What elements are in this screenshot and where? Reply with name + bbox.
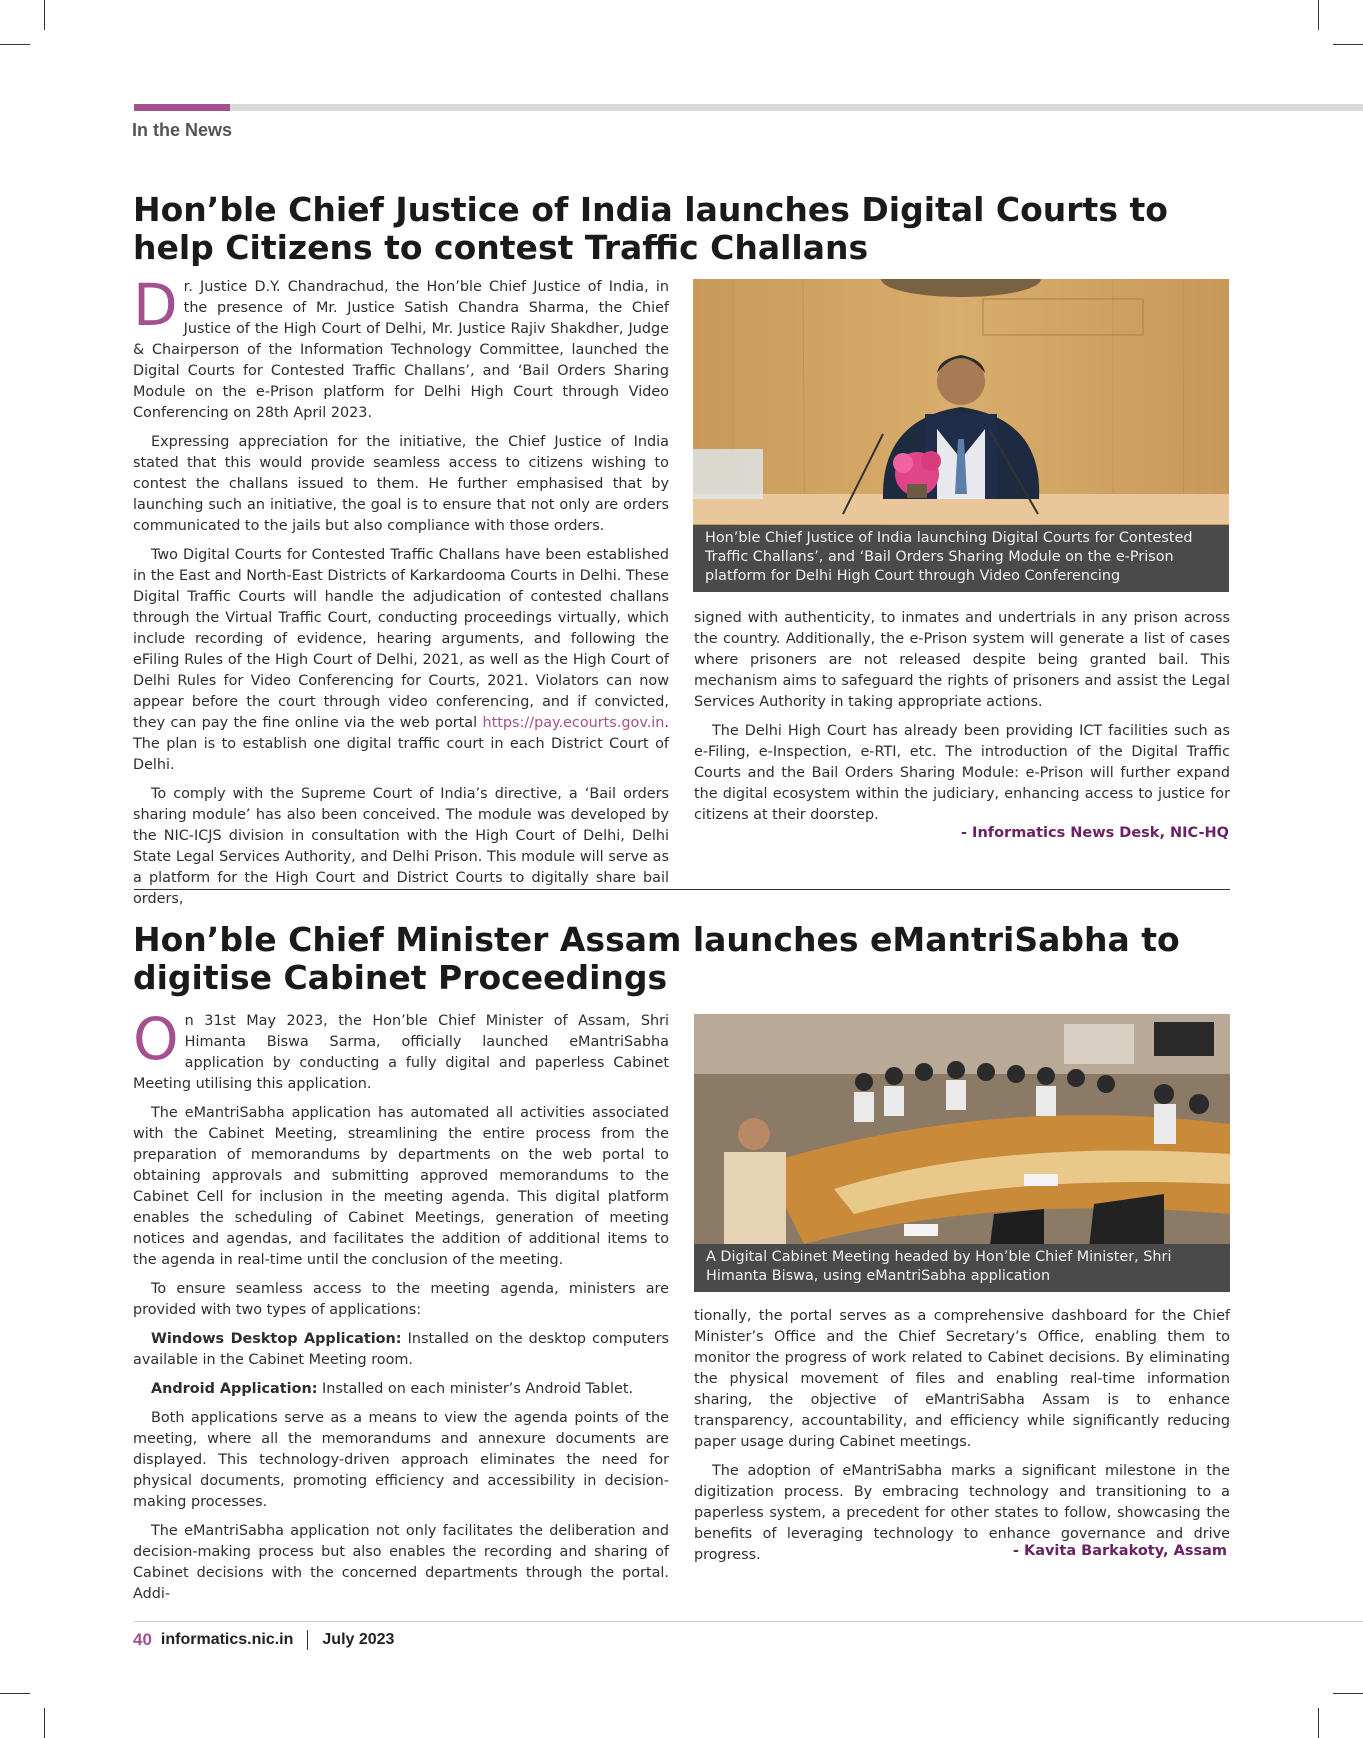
article-1-paragraph: Dr. Justice D.Y. Chandrachud, the Hon’ble Chief Justice of India, in the presence of Mr. Justice Satish Chandra Sharma, the Chief Justice of the High Court of Delhi, Mr. Justice Rajiv Shakdher, Judge & Chairperson of the Information Technology Committee, launched the Digital Courts for Contested Traffic Challans’, and ‘Bail Orders Sharing Module on the e-Prison platform for Delhi High Court through Video Conferencing on 28th April 2023.	[133, 271, 669, 421]
ecourts-link[interactable]: https://pay.ecourts.gov.in	[482, 715, 665, 731]
article-2-byline: - Kavita Barkakoty, Assam	[1012, 1543, 1227, 1559]
article-2-paragraph: On 31st May 2023, the Hon’ble Chief Minister of Assam, Shri Himanta Biswa Sarma, officially launched eMantriSabha application by conducting a fully digital and paperless Cabinet Meeting utilising this application.	[133, 1005, 669, 1092]
crop-mark	[44, 0, 45, 30]
article-1-left-column	[133, 271, 669, 918]
crop-mark	[0, 44, 30, 45]
footer-separator	[307, 1630, 308, 1650]
page-number: 40	[133, 1630, 152, 1649]
article-2-photo-caption: A Digital Cabinet Meeting headed by Hon’ble Chief Minister, Shri Himanta Biswa, using eMantriSabha application	[694, 1244, 1230, 1292]
article-2-paragraph: The eMantriSabha application has automated all activities associated with the Cabinet Meeting, streamlining the entire process from the preparation of memorandums by departments on the web portal to obtaining approvals and submitting approved memorandums to the Cabinet Cell for inclusion in the meeting agenda. This digital platform enables the scheduling of Cabinet Meetings, generation of meeting notices and agendas, and facilitates the addition of additional items to the agenda in real-time until the conclusion of the meeting.	[133, 1105, 669, 1268]
article-2-title: Hon’ble Chief Minister Assam launches eMantriSabha to digitise Cabinet Proceedings	[133, 920, 1180, 997]
article-1-right-column	[694, 608, 1230, 834]
footer-date: July 2023	[322, 1631, 395, 1648]
crop-mark	[44, 1708, 45, 1738]
article-1-paragraph: To comply with the Supreme Court of India’s directive, a ‘Bail orders sharing module’ has also been conceived. The module was developed by the NIC-ICJS division in consultation with the High Court of Delhi, Delhi State Legal Services Authority, and Delhi Prison. This module will serve as a platform for the High Court and District Courts to digitally share bail orders,	[133, 786, 669, 907]
crop-mark	[1318, 1708, 1319, 1738]
article-1-photo-caption: Hon’ble Chief Justice of India launching Digital Courts for Contested Traffic Challans’, and ‘Bail Orders Sharing Module on the e-Prison platform for Delhi High Court through Video Conferencing	[693, 525, 1229, 592]
article-2-right-column	[694, 1306, 1230, 1574]
crop-mark	[0, 1693, 30, 1694]
article-2-paragraph: Both applications serve as a means to view the agenda points of the meeting, where all the memorandums and annexure documents are displayed. This technology-driven approach eliminates the need for physical documents, promoting efficiency and accessibility in decision-making processes.	[133, 1410, 669, 1510]
article-1-byline: - Informatics News Desk, NIC-HQ	[960, 825, 1229, 841]
article-2-paragraph: To ensure seamless access to the meeting agenda, ministers are provided with two types of applications:	[133, 1281, 669, 1318]
crop-mark	[1333, 1693, 1363, 1694]
article-1-paragraph: The Delhi High Court has already been providing ICT facilities such as e-Filing, e-Inspection, e-RTI, etc. The introduction of the Digital Traffic Courts and the Bail Orders Sharing Module: e-Prison will further expand the digital ecosystem within the judiciary, enhancing access to justice for citizens at their doorstep.	[694, 723, 1230, 823]
article-1-photo	[693, 279, 1229, 592]
article-2-left-column	[133, 1005, 669, 1613]
article-2-paragraph: tionally, the portal serves as a comprehensive dashboard for the Chief Minister’s Office and the Chief Secretary’s Office, enabling them to monitor the progress of work related to Cabinet decisions. By eliminating the physical movement of files and enabling real-time information sharing, the objective of eMantriSabha Assam is to enhance transparency, accountability, and efficiency while significantly reducing paper usage during Cabinet meetings.	[694, 1308, 1230, 1450]
article-divider	[134, 889, 1230, 890]
page-footer	[133, 1630, 394, 1650]
article-2-paragraph: The adoption of eMantriSabha marks a significant milestone in the digitization process. By embracing technology and transitioning to a paperless system, a precedent for other states to follow, showcasing the benefits of leveraging technology to enhance governance and drive progress.	[694, 1463, 1230, 1563]
article-1-title: Hon’ble Chief Justice of India launches Digital Courts to help Citizens to contest Traffic Challans	[133, 190, 1168, 267]
section-label: In the News	[132, 120, 233, 140]
header-rule	[134, 104, 1363, 111]
header-accent-bar	[134, 104, 230, 111]
article-2-paragraph: The eMantriSabha application not only facilitates the deliberation and decision-making process but also enables the recording and sharing of Cabinet decisions with the concerned departments through the portal. Addi-	[133, 1523, 669, 1602]
article-2-paragraph: Android Application: Installed on each minister’s Android Tablet.	[151, 1381, 634, 1397]
article-1-paragraph: Two Digital Courts for Contested Traffic Challans have been established in the East and North-East Districts of Karkardooma Courts in Delhi. These Digital Traffic Courts will handle the adjudication of contested challans through the Virtual Traffic Court, conducting proceedings virtually, which include recording of evidence, hearing arguments, and following the eFiling Rules of the High Court of Delhi, 2021, as well as the High Court of Delhi Rules for Video Conferencing for Courts, 2021. Violators can now appear before the court through video conferencing, and if convicted, they can pay the fine online via the web portal https://pay.ecourts.gov.in. The plan is to establish one digital traffic court in each District Court of Delhi.	[133, 547, 669, 773]
article-1-paragraph: signed with authenticity, to inmates and undertrials in any prison across the country. Additionally, the e-Prison system will generate a list of cases where prisoners are not released despite being granted bail. This mechanism aims to safeguard the rights of prisoners and assist the Legal Services Authority in taking appropriate actions.	[694, 610, 1230, 710]
article-2-paragraph: Windows Desktop Application: Installed on the desktop computers available in the Cabinet Meeting room.	[133, 1331, 669, 1368]
drop-cap: D	[133, 271, 178, 339]
drop-cap: O	[133, 1005, 179, 1073]
crop-mark	[1318, 0, 1319, 30]
crop-mark	[1333, 44, 1363, 45]
footer-rule	[134, 1621, 1363, 1622]
article-1-paragraph: Expressing appreciation for the initiative, the Chief Justice of India stated that this would provide seamless access to citizens wishing to contest the challans issued to them. He further emphasised that by launching such an initiative, the goal is to ensure that not only are orders communicated to the jails but also compliance with those orders.	[133, 434, 669, 534]
footer-site: informatics.nic.in	[160, 1631, 294, 1648]
article-2-photo	[694, 1014, 1230, 1292]
